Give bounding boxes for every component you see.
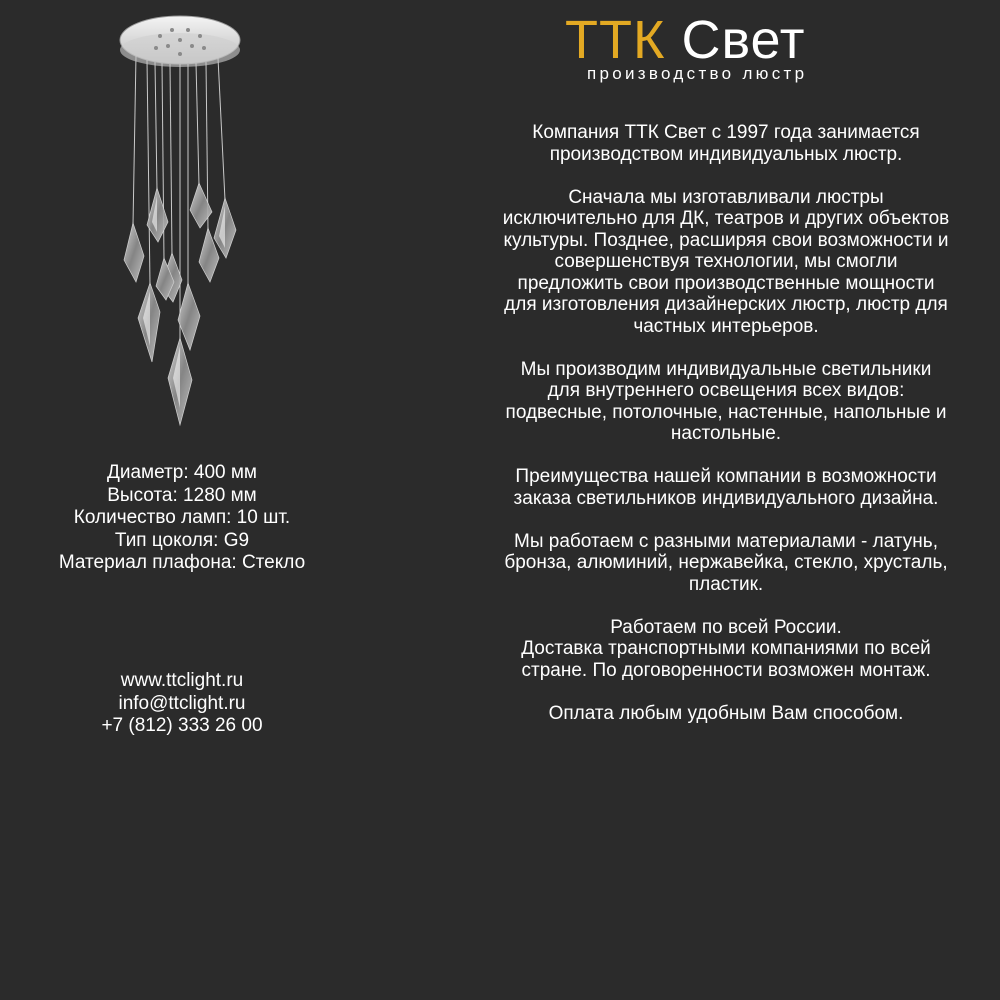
about-line: заказа светильников индивидуального дизайна.	[513, 487, 939, 509]
about-line: Оплата любым удобным Вам способом.	[548, 702, 904, 724]
about-line: Преимущества нашей компании в возможности	[515, 466, 937, 487]
website-link[interactable]: www.ttclight.ru	[120, 670, 244, 691]
brand-name	[565, 10, 895, 70]
email-link[interactable]: info@ttclight.ru	[118, 692, 246, 714]
about-line: предложить свои производственные мощности	[517, 272, 935, 294]
chandelier-image	[100, 0, 260, 440]
spec-diameter: Диаметр: 400 мм	[107, 462, 257, 483]
spec-height: Высота: 1280 мм	[107, 484, 257, 506]
about-line: стране. По договоренности возможен монтаж.	[521, 659, 931, 681]
phone-number[interactable]: +7 (812) 333 26 00	[101, 715, 263, 736]
spec-lamp-count: Количество ламп: 10 шт.	[73, 507, 291, 528]
about-line: Доставка транспортными компаниями по всей	[521, 638, 931, 659]
about-line: частных интерьеров.	[633, 315, 819, 337]
about-paragraph	[452, 466, 1000, 509]
about-line: для внутреннего освещения всех видов:	[547, 380, 905, 401]
about-line: Мы работаем с разными материалами - латунь,	[514, 530, 938, 552]
brand-name-ttk: ТТК	[565, 10, 666, 70]
logo-tagline: производство люстр	[587, 64, 808, 83]
about-line: Сначала мы изготавливали люстры	[568, 186, 884, 208]
about-line: Мы производим индивидуальные светильники	[520, 358, 932, 380]
about-paragraph	[452, 122, 1000, 165]
about-line: Работаем по всей России.	[610, 616, 842, 638]
about-paragraph	[452, 617, 1000, 682]
about-line: пластик.	[688, 573, 764, 595]
about-paragraph	[452, 187, 1000, 338]
about-paragraph	[452, 703, 1000, 725]
spec-shade-material: Материал плафона: Стекло	[58, 552, 306, 573]
about-line: Компания ТТК Свет с 1997 года занимается	[532, 122, 920, 143]
about-line: совершенствуя технологии, мы смогли	[554, 251, 898, 272]
about-line: настольные.	[670, 423, 782, 444]
about-line: для изготовления дизайнерских люстр, люстр для	[504, 294, 948, 315]
spec-socket-type: Тип цоколя: G9	[114, 529, 250, 551]
about-paragraph	[452, 359, 1000, 445]
about-paragraph	[452, 531, 1000, 596]
company-logo	[565, 10, 895, 90]
about-line: производством индивидуальных люстр.	[549, 143, 903, 165]
brand-name-svet: Свет	[681, 10, 806, 70]
about-line: бронза, алюминий, нержавейка, стекло, хрусталь,	[504, 552, 948, 573]
about-company-text	[452, 122, 1000, 746]
about-line: подвесные, потолочные, настенные, напольные и	[505, 401, 947, 423]
about-line: исключительно для ДК, театров и других объектов	[502, 208, 950, 229]
about-line: культуры. Позднее, расширяя свои возможности и	[503, 229, 949, 251]
contacts-block	[0, 670, 364, 738]
product-specs	[0, 462, 364, 575]
